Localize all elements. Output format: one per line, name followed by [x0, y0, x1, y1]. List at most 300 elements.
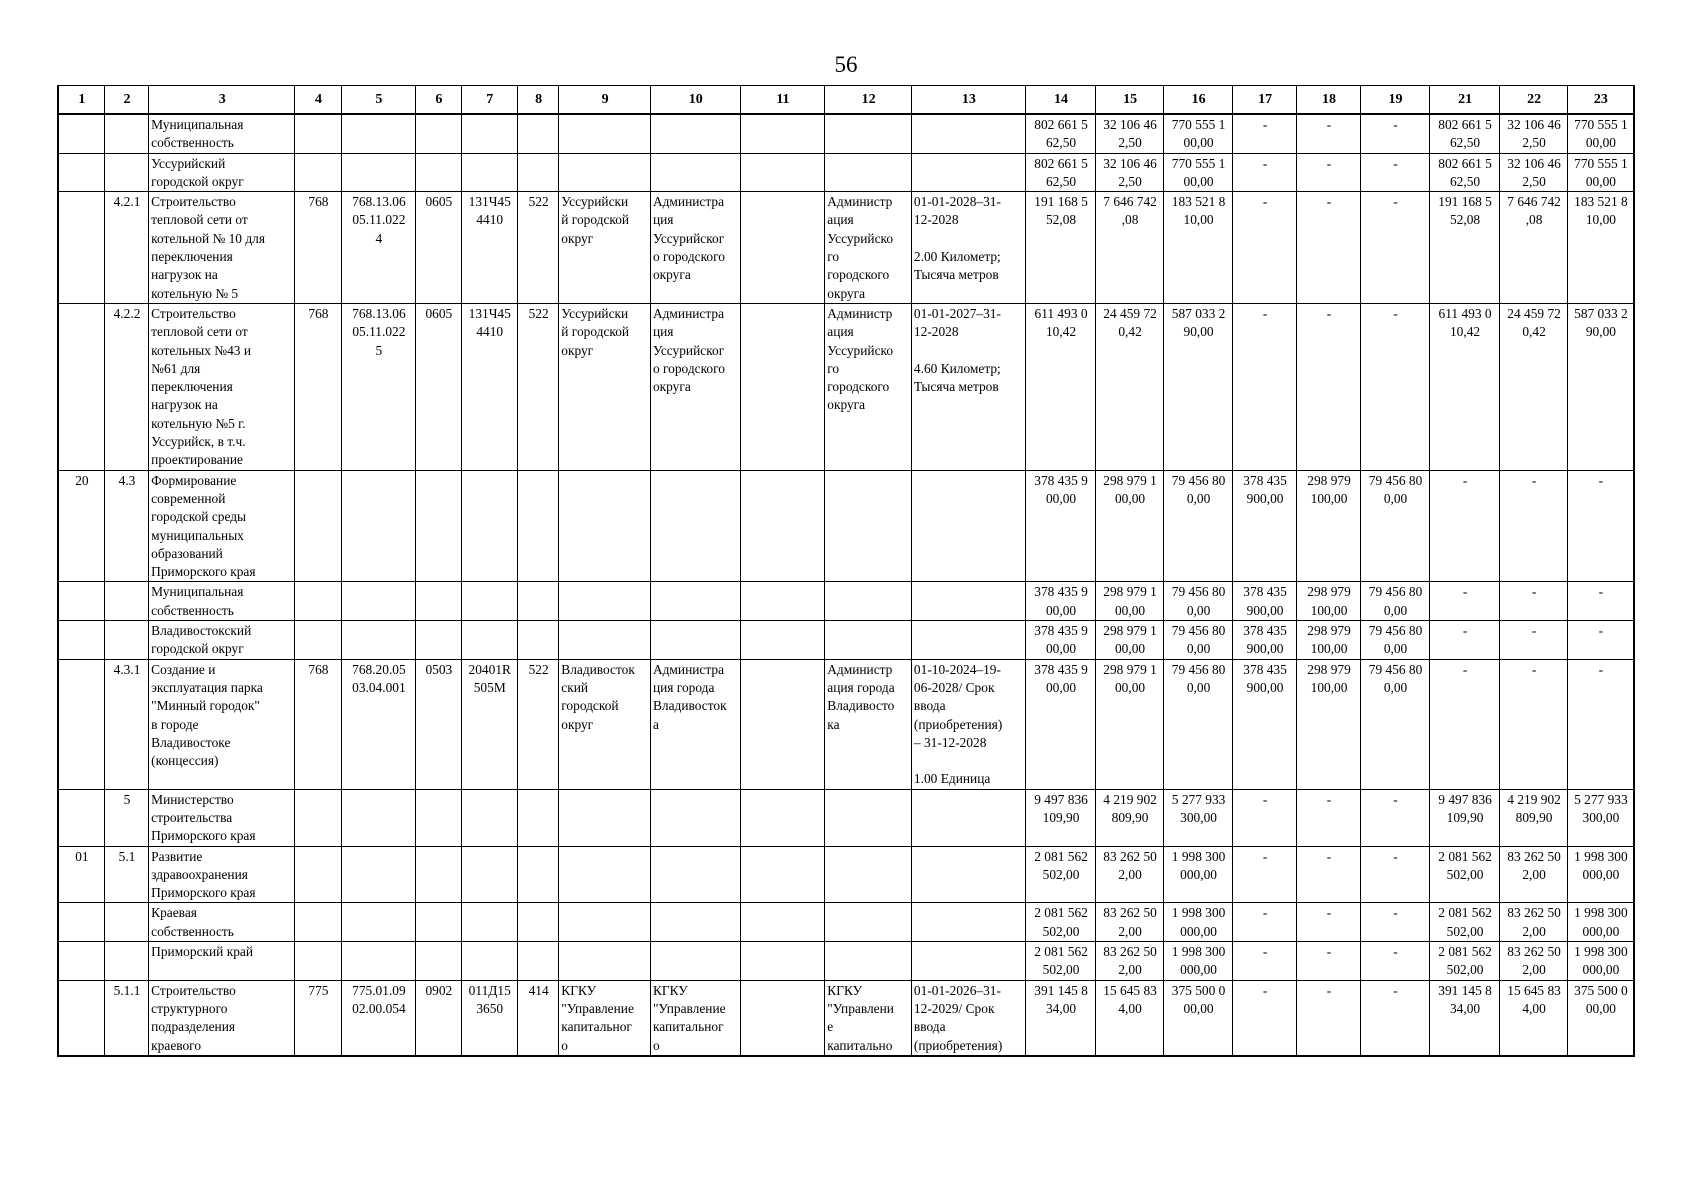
table-cell-col-17: 378 435 900,00: [1233, 470, 1296, 582]
table-cell-col-3: Строительство тепловой сети от котельной № 10 для переключения нагрузок на котельную № 5: [149, 192, 295, 304]
header-cell-7: 7: [461, 86, 517, 115]
table-cell-col-12: Администр ация Уссурийско го городского округа: [825, 192, 912, 304]
table-row: [58, 980, 1634, 1056]
table-cell-col-2: [104, 942, 148, 981]
table-cell-col-5: 775.01.09 02.00.054: [341, 980, 416, 1056]
table-cell-col-19: -: [1361, 153, 1430, 192]
table-cell-col-19: -: [1361, 303, 1430, 470]
header-cell-2: 2: [104, 86, 148, 115]
table-cell-col-2: [104, 153, 148, 192]
table-cell-col-14: 191 168 5 52,08: [1025, 192, 1096, 304]
table-cell-col-7: 131Ч45 4410: [461, 303, 517, 470]
table-cell-col-2: 5: [104, 789, 148, 846]
table-cell-col-22: 1 998 300 000,00: [1567, 942, 1634, 981]
table-cell-col-11: [740, 903, 825, 942]
table-cell-col-16: 770 555 1 00,00: [1163, 114, 1233, 153]
table-cell-col-18: -: [1296, 114, 1360, 153]
table-cell-col-5: 768.13.06 05.11.022 4: [341, 192, 416, 304]
table-cell-col-2: [104, 114, 148, 153]
table-cell-col-5: [341, 903, 416, 942]
table-cell-col-1: [58, 192, 104, 304]
table-cell-col-12: [825, 114, 912, 153]
table-cell-col-19: -: [1361, 192, 1430, 304]
table-cell-col-10: Администра ция города Владивосток а: [650, 659, 740, 789]
table-cell-col-8: [517, 470, 558, 582]
table-cell-col-2: [104, 582, 148, 621]
table-cell-col-9: Уссурийски й городской округ: [559, 303, 651, 470]
table-cell-col-16: 79 456 80 0,00: [1163, 582, 1233, 621]
table-cell-col-17: -: [1233, 846, 1296, 903]
table-cell-col-15: 298 979 1 00,00: [1096, 621, 1164, 660]
table-cell-col-10: [650, 153, 740, 192]
table-cell-col-15: 83 262 50 2,00: [1096, 846, 1164, 903]
table-cell-col-1: [58, 659, 104, 789]
table-cell-col-14: 378 435 9 00,00: [1025, 621, 1096, 660]
table-cell-col-19: 79 456 80 0,00: [1361, 470, 1430, 582]
table-cell-col-22: 5 277 933 300,00: [1567, 789, 1634, 846]
table-cell-col-10: [650, 846, 740, 903]
table-cell-col-6: [416, 153, 461, 192]
table-cell-col-9: Владивосток ский городской округ: [559, 659, 651, 789]
table-cell-col-15: 298 979 1 00,00: [1096, 582, 1164, 621]
table-cell-col-1: [58, 980, 104, 1056]
table-cell-col-14: 378 435 9 00,00: [1025, 582, 1096, 621]
table-cell-col-1: [58, 303, 104, 470]
table-cell-col-2: 5.1: [104, 846, 148, 903]
table-cell-col-1: [58, 114, 104, 153]
table-cell-col-22: -: [1567, 621, 1634, 660]
table-cell-col-4: [295, 470, 341, 582]
table-cell-col-11: [740, 980, 825, 1056]
table-cell-col-18: -: [1296, 303, 1360, 470]
table-cell-col-12: [825, 942, 912, 981]
table-cell-col-21: 15 645 83 4,00: [1500, 980, 1568, 1056]
table-cell-col-9: [559, 582, 651, 621]
table-cell-col-4: 768: [295, 192, 341, 304]
table-cell-col-19: -: [1361, 903, 1430, 942]
header-cell-10: 10: [650, 86, 740, 115]
table-cell-col-15: 24 459 72 0,42: [1096, 303, 1164, 470]
table-cell-col-20: -: [1429, 582, 1500, 621]
table-cell-col-4: [295, 582, 341, 621]
table-cell-col-5: [341, 582, 416, 621]
table-cell-col-19: -: [1361, 942, 1430, 981]
table-cell-col-16: 1 998 300 000,00: [1163, 903, 1233, 942]
table-cell-col-19: -: [1361, 114, 1430, 153]
header-cell-19: 19: [1361, 86, 1430, 115]
table-cell-col-13: 01-01-2027–31- 12-2028 4.60 Километр; Тысяча метров: [911, 303, 1025, 470]
table-cell-col-15: 298 979 1 00,00: [1096, 470, 1164, 582]
table-cell-col-7: [461, 621, 517, 660]
table-cell-col-3: Развитие здравоохранения Приморского края: [149, 846, 295, 903]
header-cell-18: 18: [1296, 86, 1360, 115]
header-cell-4: 4: [295, 86, 341, 115]
table-cell-col-21: 83 262 50 2,00: [1500, 903, 1568, 942]
table-cell-col-10: [650, 942, 740, 981]
table-cell-col-16: 79 456 80 0,00: [1163, 621, 1233, 660]
table-cell-col-9: [559, 470, 651, 582]
table-cell-col-20: 611 493 0 10,42: [1429, 303, 1500, 470]
table-cell-col-4: [295, 621, 341, 660]
table-cell-col-11: [740, 303, 825, 470]
table-cell-col-18: 298 979 100,00: [1296, 621, 1360, 660]
table-cell-col-21: 83 262 50 2,00: [1500, 942, 1568, 981]
table-cell-col-1: [58, 582, 104, 621]
table-cell-col-14: 2 081 562 502,00: [1025, 942, 1096, 981]
table-cell-col-5: [341, 942, 416, 981]
table-cell-col-11: [740, 470, 825, 582]
table-cell-col-11: [740, 621, 825, 660]
header-cell-3: 3: [149, 86, 295, 115]
table-cell-col-13: 01-01-2026–31- 12-2029/ Срок ввода (приобретения): [911, 980, 1025, 1056]
table-cell-col-21: 32 106 46 2,50: [1500, 153, 1568, 192]
table-cell-col-5: [341, 621, 416, 660]
table-cell-col-13: [911, 789, 1025, 846]
header-cell-22: 23: [1567, 86, 1634, 115]
table-cell-col-1: [58, 621, 104, 660]
table-row: [58, 846, 1634, 903]
table-cell-col-14: 378 435 9 00,00: [1025, 470, 1096, 582]
table-cell-col-17: -: [1233, 942, 1296, 981]
table-cell-col-5: [341, 846, 416, 903]
table-cell-col-12: [825, 789, 912, 846]
table-cell-col-21: 4 219 902 809,90: [1500, 789, 1568, 846]
table-cell-col-13: [911, 846, 1025, 903]
table-cell-col-12: Администр ация Уссурийско го городского округа: [825, 303, 912, 470]
table-cell-col-22: 1 998 300 000,00: [1567, 903, 1634, 942]
table-cell-col-6: [416, 114, 461, 153]
table-cell-col-12: Администр ация города Владивосто ка: [825, 659, 912, 789]
table-cell-col-6: 0605: [416, 192, 461, 304]
table-cell-col-8: [517, 942, 558, 981]
table-cell-col-20: -: [1429, 621, 1500, 660]
header-cell-21: 22: [1500, 86, 1568, 115]
table-cell-col-3: Министерство строительства Приморского края: [149, 789, 295, 846]
table-cell-col-15: 298 979 1 00,00: [1096, 659, 1164, 789]
table-cell-col-7: [461, 114, 517, 153]
table-cell-col-1: 01: [58, 846, 104, 903]
table-cell-col-20: 2 081 562 502,00: [1429, 942, 1500, 981]
table-cell-col-11: [740, 114, 825, 153]
table-cell-col-13: [911, 114, 1025, 153]
table-cell-col-14: 378 435 9 00,00: [1025, 659, 1096, 789]
table-cell-col-13: [911, 582, 1025, 621]
table-cell-col-15: 32 106 46 2,50: [1096, 114, 1164, 153]
table-cell-col-9: [559, 903, 651, 942]
table-cell-col-16: 770 555 1 00,00: [1163, 153, 1233, 192]
table-cell-col-18: -: [1296, 980, 1360, 1056]
table-cell-col-3: Приморский край: [149, 942, 295, 981]
table-cell-col-8: [517, 789, 558, 846]
table-cell-col-17: 378 435 900,00: [1233, 659, 1296, 789]
table-cell-col-8: [517, 114, 558, 153]
table-cell-col-9: [559, 846, 651, 903]
table-cell-col-13: 01-01-2028–31- 12-2028 2.00 Километр; Тысяча метров: [911, 192, 1025, 304]
table-cell-col-1: [58, 789, 104, 846]
table-cell-col-6: [416, 789, 461, 846]
table-cell-col-6: [416, 470, 461, 582]
table-cell-col-6: [416, 621, 461, 660]
table-cell-col-10: [650, 621, 740, 660]
table-cell-col-5: 768.13.06 05.11.022 5: [341, 303, 416, 470]
data-table: [57, 85, 1635, 1057]
header-cell-8: 8: [517, 86, 558, 115]
table-cell-col-10: [650, 903, 740, 942]
table-cell-col-14: 802 661 5 62,50: [1025, 114, 1096, 153]
table-cell-col-21: 32 106 46 2,50: [1500, 114, 1568, 153]
table-cell-col-20: 391 145 8 34,00: [1429, 980, 1500, 1056]
table-cell-col-6: 0503: [416, 659, 461, 789]
table-cell-col-6: [416, 846, 461, 903]
table-cell-col-2: 4.2.1: [104, 192, 148, 304]
page-number: 56: [834, 52, 858, 77]
table-cell-col-10: Администра ция Уссурийског о городского округа: [650, 303, 740, 470]
table-cell-col-11: [740, 789, 825, 846]
table-cell-col-20: 9 497 836 109,90: [1429, 789, 1500, 846]
table-cell-col-8: [517, 153, 558, 192]
table-cell-col-18: -: [1296, 942, 1360, 981]
table-cell-col-11: [740, 659, 825, 789]
table-cell-col-9: [559, 114, 651, 153]
table-cell-col-20: 802 661 5 62,50: [1429, 153, 1500, 192]
header-cell-12: 12: [825, 86, 912, 115]
table-cell-col-16: 375 500 0 00,00: [1163, 980, 1233, 1056]
table-cell-col-8: [517, 903, 558, 942]
table-cell-col-15: 7 646 742 ,08: [1096, 192, 1164, 304]
table-cell-col-9: Уссурийски й городской округ: [559, 192, 651, 304]
table-cell-col-22: 770 555 1 00,00: [1567, 153, 1634, 192]
table-cell-col-6: [416, 942, 461, 981]
table-cell-col-16: 1 998 300 000,00: [1163, 942, 1233, 981]
table-cell-col-6: [416, 582, 461, 621]
table-cell-col-13: 01-10-2024–19- 06-2028/ Срок ввода (приобретения) – 31-12-2028 1.00 Единица: [911, 659, 1025, 789]
table-cell-col-13: [911, 903, 1025, 942]
header-cell-16: 16: [1163, 86, 1233, 115]
table-row: [58, 114, 1634, 153]
table-cell-col-9: КГКУ "Управление капитальног о: [559, 980, 651, 1056]
table-cell-col-14: 9 497 836 109,90: [1025, 789, 1096, 846]
table-cell-col-11: [740, 192, 825, 304]
table-cell-col-2: 4.3: [104, 470, 148, 582]
table-cell-col-12: [825, 621, 912, 660]
table-cell-col-16: 79 456 80 0,00: [1163, 470, 1233, 582]
table-cell-col-15: 83 262 50 2,00: [1096, 903, 1164, 942]
table-cell-col-5: [341, 470, 416, 582]
table-cell-col-18: -: [1296, 789, 1360, 846]
table-cell-col-20: -: [1429, 659, 1500, 789]
table-cell-col-13: [911, 470, 1025, 582]
table-cell-col-11: [740, 582, 825, 621]
header-cell-6: 6: [416, 86, 461, 115]
table-cell-col-5: 768.20.05 03.04.001: [341, 659, 416, 789]
table-cell-col-22: 1 998 300 000,00: [1567, 846, 1634, 903]
table-cell-col-6: 0902: [416, 980, 461, 1056]
table-cell-col-8: 522: [517, 192, 558, 304]
table-cell-col-20: 191 168 5 52,08: [1429, 192, 1500, 304]
header-cell-17: 17: [1233, 86, 1296, 115]
table-cell-col-3: Создание и эксплуатация парка "Минный городок" в городе Владивостоке (концессия): [149, 659, 295, 789]
table-cell-col-8: [517, 621, 558, 660]
table-cell-col-14: 611 493 0 10,42: [1025, 303, 1096, 470]
table-cell-col-11: [740, 846, 825, 903]
table-cell-col-7: [461, 846, 517, 903]
table-cell-col-17: 378 435 900,00: [1233, 621, 1296, 660]
table-row: [58, 303, 1634, 470]
table-cell-col-3: Формирование современной городской среды муниципальных образований Приморского края: [149, 470, 295, 582]
table-row: [58, 659, 1634, 789]
table-cell-col-12: [825, 903, 912, 942]
header-cell-1: 1: [58, 86, 104, 115]
table-cell-col-21: 83 262 50 2,00: [1500, 846, 1568, 903]
table-cell-col-9: [559, 153, 651, 192]
header-cell-9: 9: [559, 86, 651, 115]
table-cell-col-18: -: [1296, 846, 1360, 903]
table-cell-col-3: Краевая собственность: [149, 903, 295, 942]
table-cell-col-14: 802 661 5 62,50: [1025, 153, 1096, 192]
table-cell-col-19: 79 456 80 0,00: [1361, 659, 1430, 789]
table-cell-col-17: -: [1233, 980, 1296, 1056]
header-row: [58, 86, 1634, 115]
table-cell-col-13: [911, 153, 1025, 192]
table-cell-col-12: [825, 582, 912, 621]
table-cell-col-10: КГКУ "Управление капитальног о: [650, 980, 740, 1056]
table-cell-col-14: 2 081 562 502,00: [1025, 903, 1096, 942]
table-cell-col-15: 15 645 83 4,00: [1096, 980, 1164, 1056]
table-cell-col-20: 2 081 562 502,00: [1429, 846, 1500, 903]
table-cell-col-19: 79 456 80 0,00: [1361, 621, 1430, 660]
table-cell-col-22: 770 555 1 00,00: [1567, 114, 1634, 153]
table-cell-col-12: [825, 846, 912, 903]
table-cell-col-8: [517, 846, 558, 903]
table-row: [58, 789, 1634, 846]
table-cell-col-4: [295, 114, 341, 153]
table-cell-col-17: -: [1233, 153, 1296, 192]
table-cell-col-10: [650, 114, 740, 153]
table-cell-col-18: 298 979 100,00: [1296, 582, 1360, 621]
table-cell-col-17: 378 435 900,00: [1233, 582, 1296, 621]
table-cell-col-4: 768: [295, 303, 341, 470]
table-cell-col-2: 5.1.1: [104, 980, 148, 1056]
header-cell-11: 11: [740, 86, 825, 115]
table-cell-col-3: Муниципальная собственность: [149, 582, 295, 621]
table-cell-col-12: [825, 153, 912, 192]
table-cell-col-21: 7 646 742 ,08: [1500, 192, 1568, 304]
table-cell-col-22: 587 033 2 90,00: [1567, 303, 1634, 470]
table-row: [58, 153, 1634, 192]
table-cell-col-13: [911, 621, 1025, 660]
table-cell-col-2: 4.3.1: [104, 659, 148, 789]
table-cell-col-15: 4 219 902 809,90: [1096, 789, 1164, 846]
table-cell-col-13: [911, 942, 1025, 981]
table-cell-col-2: [104, 903, 148, 942]
table-cell-col-16: 79 456 80 0,00: [1163, 659, 1233, 789]
table-cell-col-17: -: [1233, 789, 1296, 846]
table-cell-col-20: 802 661 5 62,50: [1429, 114, 1500, 153]
table-cell-col-8: 522: [517, 659, 558, 789]
table-cell-col-2: [104, 621, 148, 660]
header-cell-15: 15: [1096, 86, 1164, 115]
table-cell-col-7: 011Д15 3650: [461, 980, 517, 1056]
table-cell-col-17: -: [1233, 192, 1296, 304]
table-cell-col-7: 131Ч45 4410: [461, 192, 517, 304]
table-cell-col-7: [461, 582, 517, 621]
table-cell-col-4: [295, 903, 341, 942]
table-cell-col-5: [341, 153, 416, 192]
table-cell-col-16: 1 998 300 000,00: [1163, 846, 1233, 903]
table-cell-col-21: -: [1500, 659, 1568, 789]
table-cell-col-3: Владивостокский городской округ: [149, 621, 295, 660]
table-cell-col-3: Уссурийский городской округ: [149, 153, 295, 192]
table-cell-col-3: Муниципальная собственность: [149, 114, 295, 153]
header-cell-20: 21: [1429, 86, 1500, 115]
table-cell-col-5: [341, 789, 416, 846]
table-cell-col-22: 183 521 8 10,00: [1567, 192, 1634, 304]
table-cell-col-16: 5 277 933 300,00: [1163, 789, 1233, 846]
table-cell-col-14: 391 145 8 34,00: [1025, 980, 1096, 1056]
table-cell-col-21: -: [1500, 582, 1568, 621]
table-cell-col-2: 4.2.2: [104, 303, 148, 470]
table-cell-col-7: [461, 153, 517, 192]
table-cell-col-11: [740, 942, 825, 981]
table-cell-col-17: -: [1233, 303, 1296, 470]
table-cell-col-18: -: [1296, 903, 1360, 942]
table-cell-col-19: -: [1361, 789, 1430, 846]
table-cell-col-21: 24 459 72 0,42: [1500, 303, 1568, 470]
table-cell-col-4: [295, 153, 341, 192]
table-cell-col-12: [825, 470, 912, 582]
header-cell-14: 14: [1025, 86, 1096, 115]
table-cell-col-4: [295, 846, 341, 903]
table-cell-col-1: [58, 153, 104, 192]
table-cell-col-7: [461, 942, 517, 981]
table-cell-col-20: 2 081 562 502,00: [1429, 903, 1500, 942]
table-cell-col-18: -: [1296, 153, 1360, 192]
table-cell-col-10: [650, 789, 740, 846]
header-cell-13: 13: [911, 86, 1025, 115]
table-cell-col-10: Администра ция Уссурийског о городского округа: [650, 192, 740, 304]
table-cell-col-7: 20401R 505M: [461, 659, 517, 789]
table-cell-col-9: [559, 621, 651, 660]
table-row: [58, 470, 1634, 582]
table-cell-col-15: 32 106 46 2,50: [1096, 153, 1164, 192]
table-cell-col-19: 79 456 80 0,00: [1361, 582, 1430, 621]
table-cell-col-1: 20: [58, 470, 104, 582]
table-cell-col-5: [341, 114, 416, 153]
header-cell-5: 5: [341, 86, 416, 115]
table-cell-col-4: [295, 942, 341, 981]
table-cell-col-8: 414: [517, 980, 558, 1056]
table-row: [58, 192, 1634, 304]
table-cell-col-17: -: [1233, 114, 1296, 153]
table-cell-col-16: 183 521 8 10,00: [1163, 192, 1233, 304]
table-cell-col-1: [58, 903, 104, 942]
table-cell-col-20: -: [1429, 470, 1500, 582]
table-cell-col-7: [461, 789, 517, 846]
table-cell-col-8: 522: [517, 303, 558, 470]
table-cell-col-3: Строительство тепловой сети от котельных №43 и №61 для переключения нагрузок на котельную №5 г. Уссурийск, в т.ч. проектирование: [149, 303, 295, 470]
table-cell-col-4: [295, 789, 341, 846]
table-cell-col-4: 775: [295, 980, 341, 1056]
table-row: [58, 903, 1634, 942]
table-cell-col-18: 298 979 100,00: [1296, 470, 1360, 582]
table-cell-col-22: -: [1567, 659, 1634, 789]
table-cell-col-8: [517, 582, 558, 621]
table-cell-col-15: 83 262 50 2,00: [1096, 942, 1164, 981]
table-cell-col-7: [461, 903, 517, 942]
table-row: [58, 582, 1634, 621]
table-cell-col-12: КГКУ "Управлени е капитально: [825, 980, 912, 1056]
table-cell-col-4: 768: [295, 659, 341, 789]
